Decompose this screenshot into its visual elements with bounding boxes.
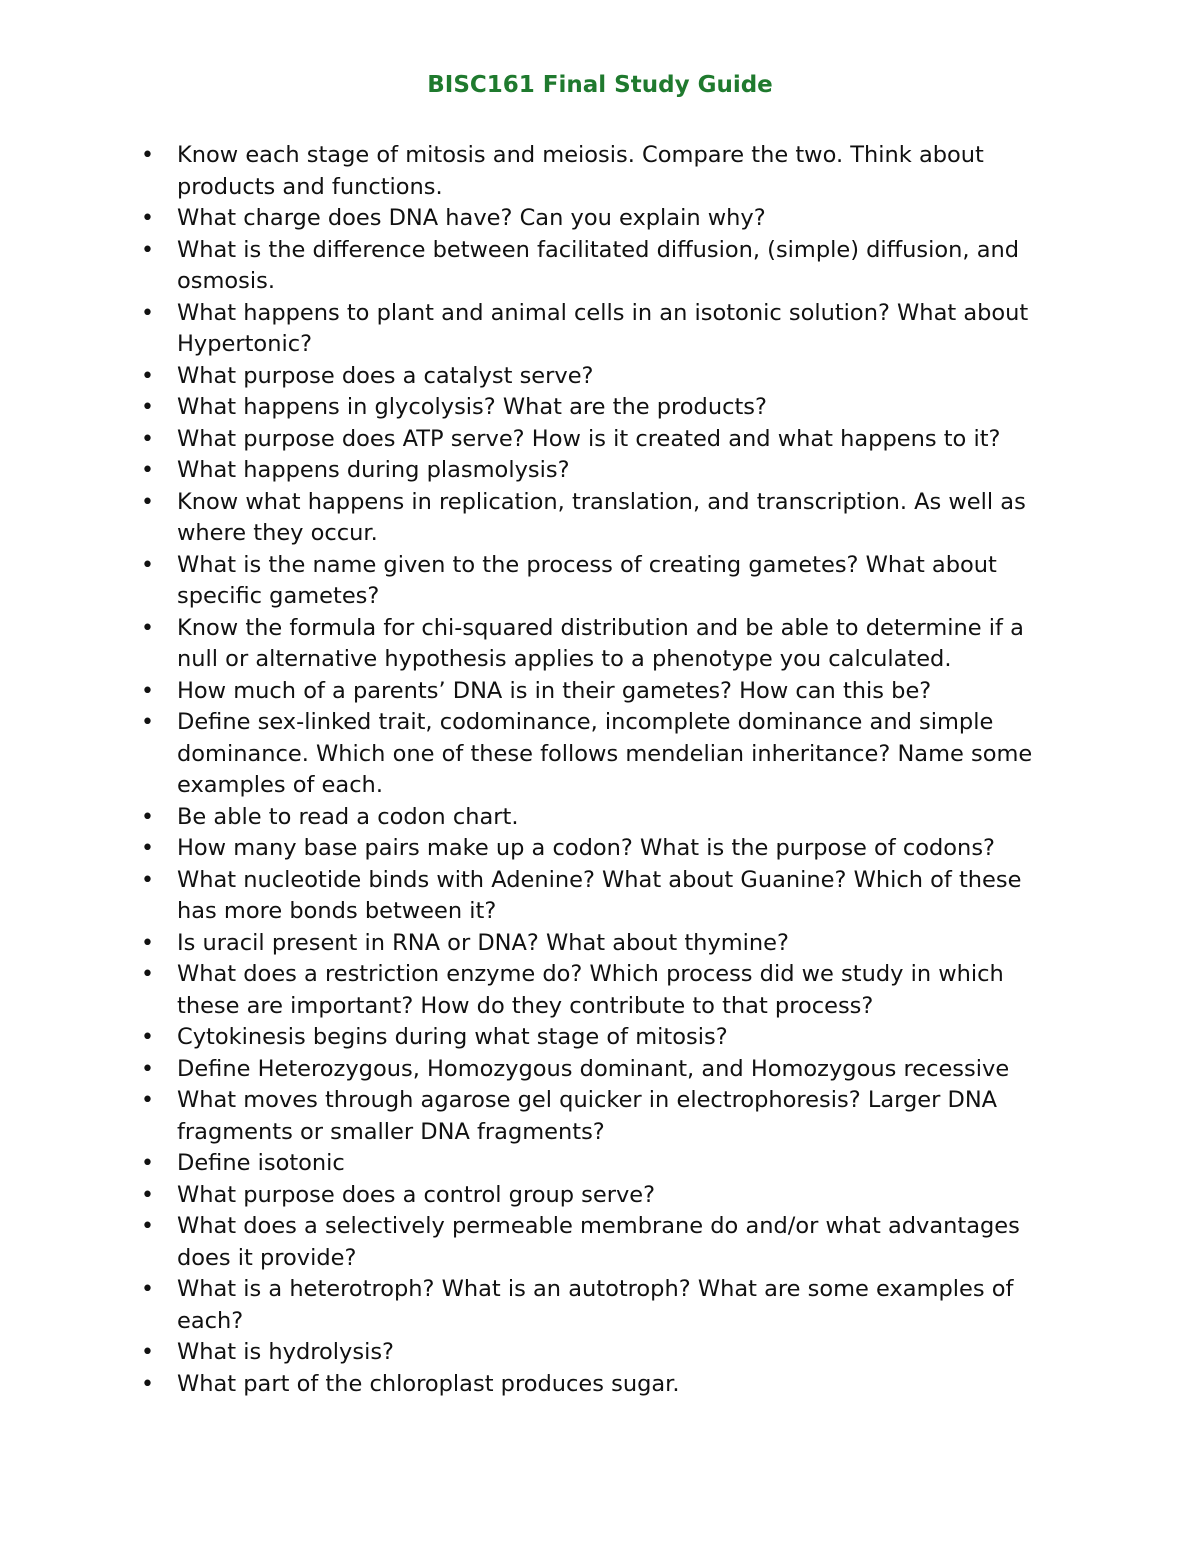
list-item-text: What is hydrolysis? bbox=[177, 1339, 394, 1365]
list-item bbox=[0, 1180, 1067, 1212]
list-item-text: Define isotonic bbox=[177, 1150, 345, 1176]
bullet-icon: • bbox=[141, 962, 154, 987]
list-item bbox=[0, 1022, 1067, 1054]
list-item-text: What purpose does a control group serve? bbox=[177, 1181, 656, 1208]
bullet-icon: • bbox=[141, 1277, 154, 1302]
bullet-icon: • bbox=[141, 1214, 154, 1239]
list-item-text: What purpose does a catalyst serve? bbox=[177, 362, 594, 389]
list-item bbox=[0, 140, 1067, 203]
list-item-text: Know the formula for chi-squared distribution and be able to determine if a null or alternative hypothesis applies to a phenotype you calculated. bbox=[177, 614, 1024, 672]
list-item bbox=[0, 707, 1067, 802]
bullet-icon: • bbox=[141, 615, 154, 641]
list-item bbox=[0, 424, 1067, 456]
list-item bbox=[0, 361, 1067, 393]
bullet-icon: • bbox=[141, 552, 154, 578]
list-item bbox=[0, 203, 1067, 235]
bullet-icon: • bbox=[141, 930, 154, 956]
bullet-icon: • bbox=[141, 867, 154, 893]
list-item bbox=[0, 550, 1067, 613]
bullet-icon: • bbox=[141, 1371, 154, 1397]
list-item bbox=[0, 928, 1067, 960]
bullet-icon: • bbox=[141, 1056, 154, 1082]
bullet-icon: • bbox=[141, 237, 154, 263]
bullet-icon: • bbox=[141, 143, 154, 168]
page-title: BISC161 Final Study Guide bbox=[427, 72, 773, 98]
list-item-text: What charge does DNA have? Can you explain why? bbox=[177, 205, 766, 231]
list-item-text: Define Heterozygous, Homozygous dominant, and Homozygous recessive bbox=[177, 1055, 1010, 1082]
list-item bbox=[0, 1211, 1067, 1274]
bullet-icon: • bbox=[141, 363, 154, 389]
bullet-icon: • bbox=[141, 300, 154, 326]
list-item-text: What is a heterotroph? What is an autotroph? What are some examples of each? bbox=[177, 1276, 1014, 1334]
bullet-icon: • bbox=[141, 489, 154, 515]
bullet-icon: • bbox=[141, 1151, 154, 1176]
list-item-text: What is the name given to the process of creating gametes? What about specific gametes? bbox=[177, 551, 997, 609]
list-item-text: What part of the chloroplast produces sugar. bbox=[177, 1370, 680, 1397]
bullet-icon: • bbox=[141, 426, 154, 452]
list-item bbox=[0, 1085, 1067, 1148]
list-item-text: Know each stage of mitosis and meiosis. Compare the two. Think about products and functions. bbox=[177, 142, 984, 200]
list-item-text: What happens in glycolysis? What are the products? bbox=[177, 394, 767, 420]
list-item-text: What happens to plant and animal cells in an isotonic solution? What about Hypertonic? bbox=[177, 299, 1029, 357]
list-item-text: What nucleotide binds with Adenine? What about Guanine? Which of these has more bonds between it? bbox=[177, 866, 1022, 924]
bullet-icon: • bbox=[141, 1088, 154, 1113]
list-item-text: How much of a parents’ DNA is in their gametes? How can this be? bbox=[177, 677, 932, 704]
bullet-icon: • bbox=[141, 458, 154, 483]
list-item bbox=[0, 676, 1067, 708]
list-item-text: What moves through agarose gel quicker in electrophoresis? Larger DNA fragments or smaller DNA fragments? bbox=[177, 1087, 998, 1145]
list-item bbox=[0, 487, 1067, 550]
list-item bbox=[0, 802, 1067, 834]
list-item-text: Cytokinesis begins during what stage of mitosis? bbox=[177, 1024, 728, 1050]
list-item bbox=[0, 1274, 1067, 1337]
list-item bbox=[0, 1148, 1067, 1180]
list-item bbox=[0, 235, 1067, 298]
list-item-text: How many base pairs make up a codon? What is the purpose of codons? bbox=[177, 835, 995, 861]
bullet-icon: • bbox=[141, 206, 154, 231]
list-item-text: What does a selectively permeable membrane do and/or what advantages does it provide? bbox=[177, 1213, 1020, 1271]
list-item bbox=[0, 833, 1067, 865]
bullet-icon: • bbox=[141, 1340, 154, 1365]
bullet-icon: • bbox=[141, 804, 154, 830]
list-item bbox=[0, 1369, 1067, 1401]
list-item bbox=[0, 959, 1067, 1022]
list-item-text: What is the difference between facilitated diffusion, (simple) diffusion, and osmosis. bbox=[177, 236, 1020, 294]
list-item bbox=[0, 455, 1067, 487]
list-item-text: Define sex-linked trait, codominance, incomplete dominance and simple dominance. Which one of these follows mendelian inheritance? Name some examples of each. bbox=[177, 709, 1033, 798]
study-question-list bbox=[0, 140, 1200, 1400]
list-item-text: What happens during plasmolysis? bbox=[177, 457, 570, 483]
list-item bbox=[0, 392, 1067, 424]
bullet-icon: • bbox=[141, 836, 154, 861]
list-item bbox=[0, 865, 1067, 928]
list-item-text: Is uracil present in RNA or DNA? What about thymine? bbox=[177, 929, 789, 956]
list-item bbox=[0, 613, 1067, 676]
list-item-text: What does a restriction enzyme do? Which process did we study in which these are important? How do they contribute to that process? bbox=[177, 961, 1004, 1019]
bullet-icon: • bbox=[141, 710, 154, 735]
list-item bbox=[0, 298, 1067, 361]
bullet-icon: • bbox=[141, 1182, 154, 1208]
bullet-icon: • bbox=[141, 395, 154, 420]
list-item bbox=[0, 1054, 1067, 1086]
list-item-text: Be able to read a codon chart. bbox=[177, 803, 519, 830]
bullet-icon: • bbox=[141, 678, 154, 704]
list-item-text: Know what happens in replication, translation, and transcription. As well as where they occur. bbox=[177, 488, 1026, 546]
list-item-text: What purpose does ATP serve? How is it created and what happens to it? bbox=[177, 425, 1001, 452]
bullet-icon: • bbox=[141, 1025, 154, 1050]
list-item bbox=[0, 1337, 1067, 1369]
